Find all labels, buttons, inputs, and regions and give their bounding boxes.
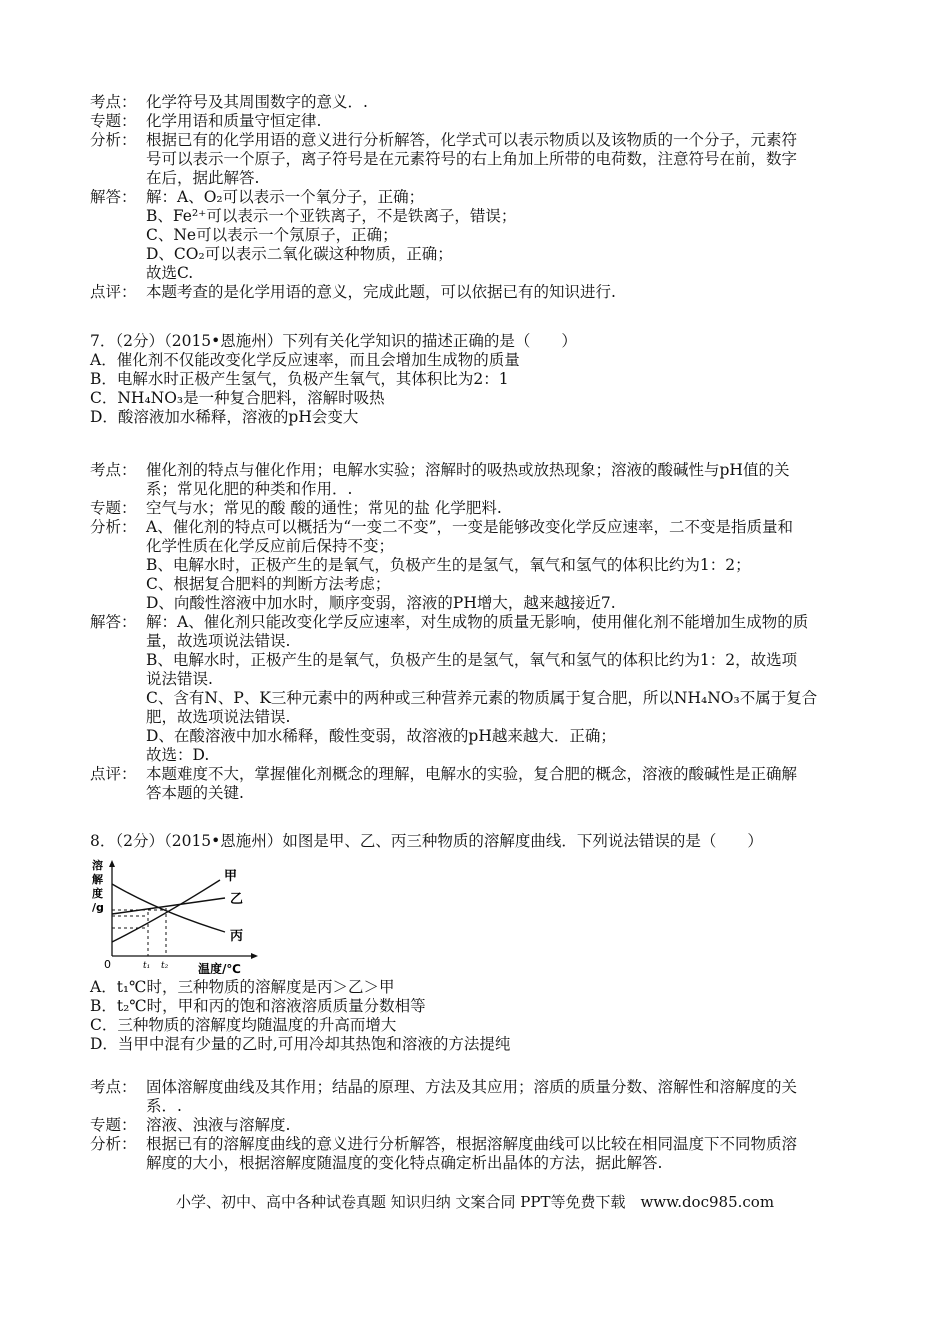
fenxi-row <box>90 131 870 188</box>
y-axis-arrow <box>109 860 115 867</box>
dianping-line: 本题难度不大，掌握催化剂概念的理解，电解水的实验，复合肥的概念，溶液的酸碱性是正确解 <box>146 765 798 783</box>
kaodian-row <box>90 461 870 499</box>
option-c: C．三种物质的溶解度均随温度的升高而增大 <box>90 1016 397 1034</box>
kaodian-label: 考点： <box>90 93 137 111</box>
jieda-line: D、在酸溶液中加水稀释，酸性变弱，故溶液的pH越来越大．正确； <box>146 727 616 745</box>
dianping-line: 答本题的关键. <box>146 784 244 802</box>
question-8 <box>90 832 870 851</box>
t2-label: t₂ <box>161 961 169 971</box>
fenxi-label: 分析： <box>90 518 137 536</box>
zhuanti-label: 专题： <box>90 499 137 517</box>
solubility-curve-figure <box>90 856 260 974</box>
solubility-curve-svg <box>90 856 260 974</box>
jieda-line: C、含有N、P、K三种元素中的两种或三种营养元素的物质属于复合肥，所以NH₄NO₃不属于复合 <box>146 689 818 707</box>
t1-label: t₁ <box>143 961 151 971</box>
kaodian-label: 考点： <box>90 1078 137 1096</box>
x-label: 温度/℃ <box>198 962 241 974</box>
fenxi-line: B、电解水时，正极产生的是氧气，负极产生的是氢气，氧气和氢气的体积比约为1：2； <box>146 556 751 574</box>
jieda-line: 故选C. <box>146 264 194 282</box>
option-b: B．t₂℃时，甲和丙的饱和溶液溶质质量分数相等 <box>90 997 426 1015</box>
jieda-line: B、电解水时，正极产生的是氧气，负极产生的是氢气，氧气和氢气的体积比约为1：2，故选项 <box>146 651 798 669</box>
fenxi-label: 分析： <box>90 131 137 149</box>
option-c: C．NH₄NO₃是一种复合肥料，溶解时吸热 <box>90 389 385 407</box>
fenxi-line: 号可以表示一个原子，离子符号是在元素符号的右上角加上所带的电荷数，注意符号在前，数字 <box>146 150 798 168</box>
y-label-4: /g <box>92 901 104 914</box>
q6-analysis <box>90 93 870 302</box>
fenxi-row <box>90 518 870 613</box>
zhuanti-row <box>90 499 870 518</box>
jieda-label: 解答： <box>90 613 137 631</box>
fenxi-line: 在后，据此解答. <box>146 169 260 187</box>
label-jia: 甲 <box>224 869 238 884</box>
option-d: D．当甲中混有少量的乙时,可用冷却其热饱和溶液的方法提纯 <box>90 1035 511 1053</box>
zhuanti-text: 化学用语和质量守恒定律. <box>146 112 322 130</box>
jieda-line: C、Ne可以表示一个氖原子，正确； <box>146 226 398 244</box>
label-yi: 乙 <box>230 892 244 907</box>
dianping-row <box>90 283 870 302</box>
jieda-label: 解答： <box>90 188 137 206</box>
dianping-label: 点评： <box>90 283 137 301</box>
jieda-line: B、Fe²⁺可以表示一个亚铁离子，不是铁离子，错误； <box>146 207 517 225</box>
option-a: A．t₁℃时，三种物质的溶解度是丙＞乙＞甲 <box>90 978 395 996</box>
jieda-line: 说法错误. <box>146 670 213 688</box>
jieda-line: 肥，故选项说法错误. <box>146 708 291 726</box>
question-7 <box>90 332 870 427</box>
dianping-text: 本题考查的是化学用语的意义，完成此题，可以依据已有的知识进行. <box>146 283 616 301</box>
option-a: A．催化剂不仅能改变化学反应速率，而且会增加生成物的质量 <box>90 351 520 369</box>
fenxi-row <box>90 1135 870 1173</box>
q8-analysis <box>90 1078 870 1173</box>
jieda-line: 解：A、O₂可以表示一个氧分子，正确； <box>146 188 425 206</box>
question-8-options <box>90 978 870 1054</box>
x-axis-arrow <box>251 953 258 959</box>
question-7-head: 7．（2分）（2015•恩施州）下列有关化学知识的描述正确的是（ ） <box>90 332 577 350</box>
dianping-label: 点评： <box>90 765 137 783</box>
kaodian-line: 系．. <box>146 1097 182 1115</box>
y-label-2: 解 <box>92 873 103 886</box>
jieda-row <box>90 613 870 765</box>
kaodian-line: 固体溶解度曲线及其作用；结晶的原理、方法及其应用；溶质的质量分数、溶解性和溶解度的关 <box>146 1078 798 1096</box>
page-footer: 小学、初中、高中各种试卷真题 知识归纳 文案合同 PPT等免费下载 www.doc985.com <box>175 1193 775 1211</box>
option-b: B．电解水时正极产生氢气，负极产生氧气，其体积比为2：1 <box>90 370 509 388</box>
fenxi-line: 解度的大小，根据溶解度随温度的变化特点确定析出晶体的方法，据此解答. <box>146 1154 663 1172</box>
zhuanti-row <box>90 112 870 131</box>
y-label-3: 度 <box>92 887 103 900</box>
fenxi-line: 化学性质在化学反应前后保持不变； <box>146 537 395 555</box>
zhuanti-text: 溶液、浊液与溶解度. <box>146 1116 291 1134</box>
origin-label: 0 <box>104 958 111 971</box>
fenxi-label: 分析： <box>90 1135 137 1153</box>
fenxi-line: D、向酸性溶液中加水时，顺序变弱，溶液的PH增大，越来越接近7. <box>146 594 616 612</box>
zhuanti-label: 专题： <box>90 1116 137 1134</box>
label-bing: 丙 <box>230 929 244 944</box>
fenxi-line: 根据已有的化学用语的意义进行分析解答，化学式可以表示物质以及该物质的一个分子，元素符 <box>146 131 798 149</box>
kaodian-line: 系；常见化肥的种类和作用．. <box>146 480 353 498</box>
y-label-1: 溶 <box>92 859 103 872</box>
kaodian-label: 考点： <box>90 461 137 479</box>
zhuanti-text: 空气与水；常见的酸 酸的通性；常见的盐 化学肥料. <box>146 499 502 517</box>
kaodian-row <box>90 93 870 112</box>
fenxi-line: C、根据复合肥料的判断方法考虑； <box>146 575 391 593</box>
fenxi-line: 根据已有的溶解度曲线的意义进行分析解答，根据溶解度曲线可以比较在相同温度下不同物质溶 <box>146 1135 798 1153</box>
dianping-row <box>90 765 870 803</box>
jieda-line: 解：A、催化剂只能改变化学反应速率，对生成物的质量无影响，使用催化剂不能增加生成物的质 <box>146 613 809 631</box>
kaodian-row <box>90 1078 870 1116</box>
jieda-line: 故选：D. <box>146 746 210 764</box>
curve-bing <box>112 884 225 932</box>
zhuanti-label: 专题： <box>90 112 137 130</box>
zhuanti-row <box>90 1116 870 1135</box>
kaodian-line: 催化剂的特点与催化作用；电解水实验；溶解时的吸热或放热现象；溶液的酸碱性与pH值的关 <box>146 461 790 479</box>
fenxi-line: A、催化剂的特点可以概括为“一变二不变”，一变是能够改变化学反应速率，二不变是指质量和 <box>146 518 794 536</box>
q7-analysis <box>90 461 870 803</box>
jieda-line: 量，故选项说法错误. <box>146 632 291 650</box>
jieda-line: D、CO₂可以表示二氧化碳这种物质，正确； <box>146 245 453 263</box>
kaodian-text: 化学符号及其周围数字的意义．. <box>146 93 368 111</box>
option-d: D．酸溶液加水稀释，溶液的pH会变大 <box>90 408 359 426</box>
jieda-row <box>90 188 870 283</box>
question-8-head: 8．（2分）（2015•恩施州）如图是甲、乙、丙三种物质的溶解度曲线．下列说法错误的是（ ） <box>90 832 763 850</box>
